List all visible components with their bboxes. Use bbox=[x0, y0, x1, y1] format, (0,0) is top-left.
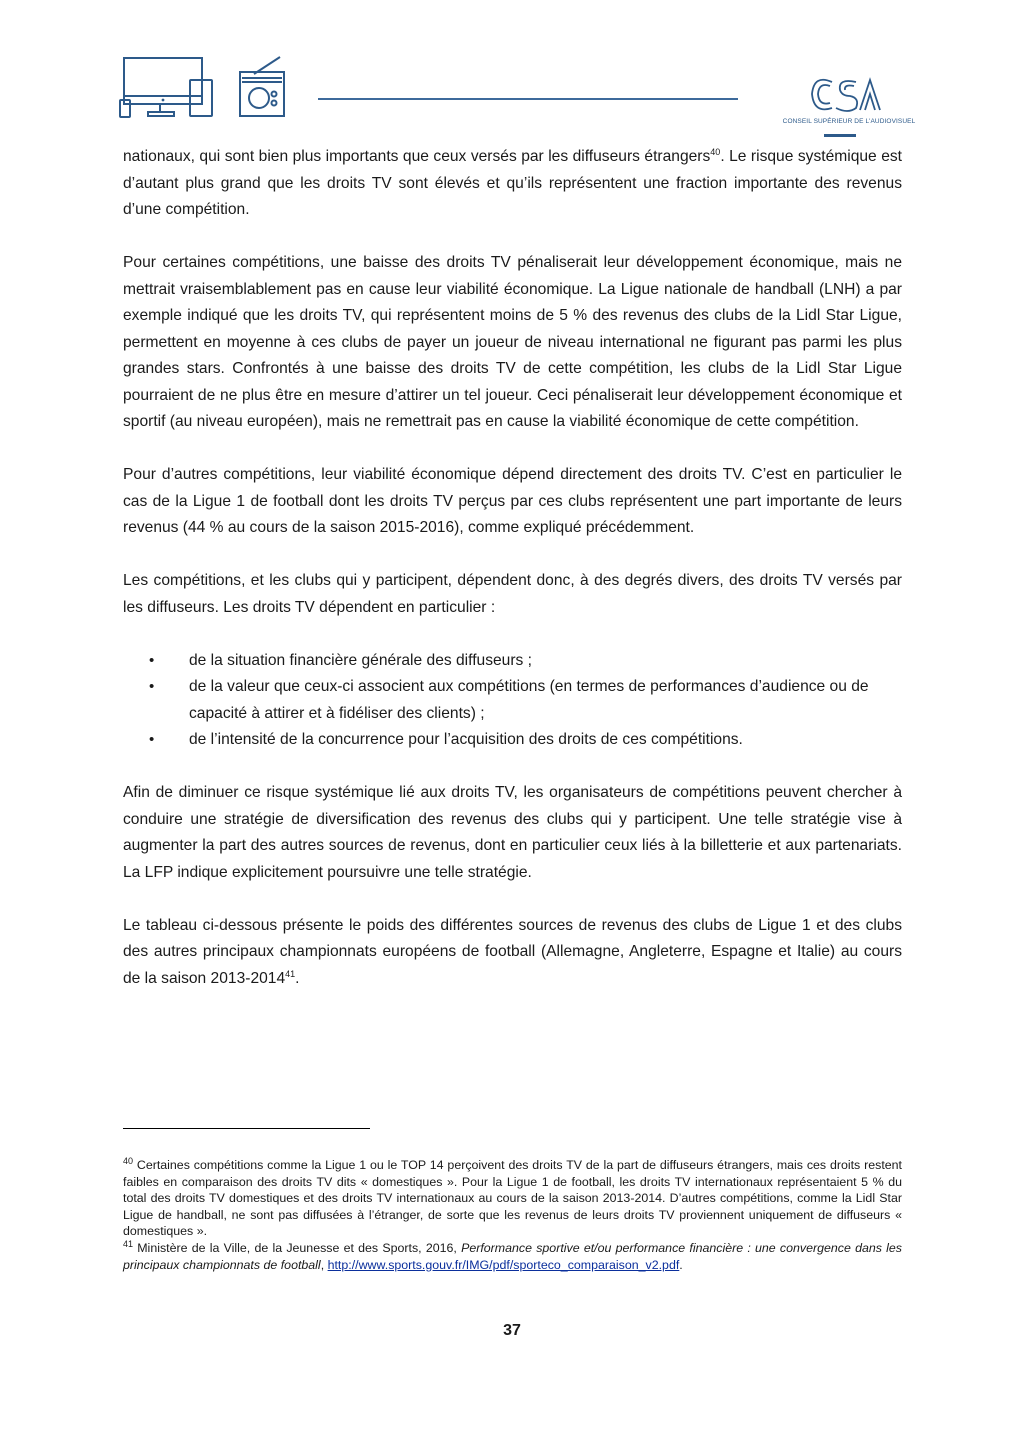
header-rule bbox=[318, 98, 738, 100]
paragraph-2: Pour certaines compétitions, une baisse des droits TV pénaliserait leur développement économique, mais ne mettrait vraisemblablement pas en cause leur viabilité économique. La Ligue nationale de handball (LNH) a par exemple indiqué que les droits TV, qui représentent moins de 5 % des revenus des clubs de la Lidl Star Ligue, permettent en moyenne à ces clubs de payer un joueur de niveau international ne figurant pas parmi les plus grandes stars. Confrontés à une baisse des droits TV de cette compétition, les clubs de la Lidl Star Ligue pourraient de ne plus être en mesure d’attirer un tel joueur. Ceci pénaliserait leur développement économique et sportif (au niveau européen), mais ne remettrait pas en cause la viabilité économique de cette compétition. bbox=[123, 254, 902, 430]
footnotes bbox=[123, 1157, 902, 1273]
devices-icon bbox=[118, 52, 290, 120]
footnote-ref-41[interactable]: 41 bbox=[285, 968, 296, 979]
csa-logo bbox=[776, 76, 922, 138]
csa-letters-icon bbox=[808, 76, 888, 116]
footnote-40: $^{40}$ Certaines compétitions comme la Ligue 1 ou le TOP 14 perçoivent des droits TV de la part de diffuseurs étrangers, mais ces droits restent faibles en comparaison des droits TV dits « domestiques ». Pour la Ligue 1 de football, les droits TV internationaux représentaient 5 % du total des droits TV domestiques et des droits TV internationaux au cours de la saison 2013-2014. D’autres compétitions, comme la Lidl Star Ligue de handball, ne sont pas diffusées à l’étranger, de sorte que les revenus de leurs droits TV proviennent uniquement de diffuseurs « domestiques ». bbox=[123, 1155, 902, 1239]
bullet-item: • de la situation financière générale des diffuseurs ; bbox=[123, 648, 902, 675]
bullet-item: • de la valeur que ceux-ci associent aux compétitions (en termes de performances d’audience ou de capacité à attirer et à fidéliser des clients) ; bbox=[123, 674, 902, 727]
footnote-number: 40 bbox=[123, 1155, 134, 1166]
paragraph-1: nationaux, qui sont bien plus importants que ceux versés par les diffuseurs étrangers$^{40}$. Le risque systémique est d’autant plus grand que les droits TV sont élevés et qu’ils représentent une fraction importante des revenus d’une compétition. bbox=[123, 146, 902, 218]
footnote-41: $^{41}$ Ministère de la Ville, de la Jeunesse et des Sports, 2016, Performance sportive et/ou performance financière : une convergence dans les principaux championnats de football, http://www.sports.gouv.fr/IMG/pdf/sporteco_comparaison_v2.pdf. bbox=[123, 1238, 903, 1272]
footnote-separator bbox=[123, 1128, 370, 1129]
source-link[interactable]: http://www.sports.gouv.fr/IMG/pdf/sporteco_comparaison_v2.pdf bbox=[327, 1257, 680, 1272]
csa-underline bbox=[824, 134, 856, 137]
paragraph-3: Pour d’autres compétitions, leur viabilité économique dépend directement des droits TV. C’est en particulier le cas de la Ligue 1 de football dont les droits TV perçus par ces clubs représentent une part importante de leurs revenus (44 % au cours de la saison 2015-2016), comme expliqué précédemment. bbox=[123, 466, 902, 536]
cited-title: Performance sportive et/ou performance financière : une convergence dans les principaux championnats de football bbox=[123, 1240, 903, 1272]
page-number: 37 bbox=[503, 1322, 521, 1339]
page-header bbox=[0, 0, 1024, 140]
footnote-number: 41 bbox=[123, 1238, 134, 1249]
paragraph-4: Les compétitions, et les clubs qui y participent, dépendent donc, à des degrés divers, des droits TV versés par les diffuseurs. Les droits TV dépendent en particulier : bbox=[123, 572, 902, 616]
paragraph-5: Afin de diminuer ce risque systémique lié aux droits TV, les organisateurs de compétitions peuvent chercher à conduire une stratégie de diversification des revenus des clubs qui y participent. Une telle stratégie vise à augmenter la part des autres sources de revenus, dont en particulier ceux liés à la billetterie et aux partenariats. La LFP indique explicitement poursuivre une telle stratégie. bbox=[123, 784, 902, 881]
paragraph-6: Le tableau ci-dessous présente le poids des différentes sources de revenus des clubs de Ligue 1 et des clubs des autres principaux championnats européens de football (Allemagne, Angleterre, Espagne et Italie) au cours de la saison 2013-2014$^{41}$. bbox=[123, 916, 902, 987]
bullet-item: • de l’intensité de la concurrence pour l’acquisition des droits de ces compétitions. bbox=[123, 727, 902, 754]
csa-tagline: CONSEIL SUPÉRIEUR DE L'AUDIOVISUEL bbox=[782, 118, 916, 125]
footnote-ref-40[interactable]: 40 bbox=[710, 146, 721, 157]
bullet-list bbox=[123, 648, 902, 754]
document-body bbox=[123, 144, 902, 1019]
